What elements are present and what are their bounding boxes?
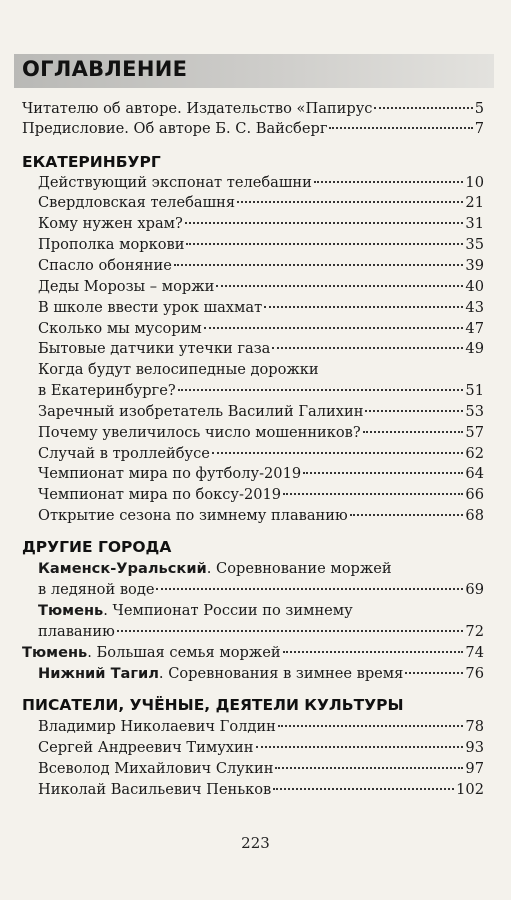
toc-entry bbox=[38, 463, 484, 485]
toc-entry-title: . Чемпионат России по зимнему bbox=[103, 602, 353, 619]
city-name: Тюмень bbox=[38, 602, 104, 619]
toc-entry bbox=[38, 213, 484, 235]
leader-dots bbox=[256, 746, 464, 748]
toc-entry-title: в ледяной воде bbox=[38, 581, 155, 598]
toc-entry bbox=[38, 579, 484, 601]
toc-entry-title: Всеволод Михайлович Слукин bbox=[38, 760, 274, 777]
toc-entry-page: 51 bbox=[465, 382, 484, 399]
page-title: ОГЛАВЛЕНИЕ bbox=[22, 57, 188, 81]
toc-entry bbox=[38, 443, 484, 465]
leader-dots bbox=[275, 767, 463, 769]
toc-entry bbox=[38, 192, 484, 214]
leader-dots bbox=[329, 127, 472, 129]
toc-entry-page: 40 bbox=[465, 278, 484, 295]
toc-entry-title: Заречный изобретатель Василий Галихин bbox=[38, 403, 364, 420]
toc-entry-page: 7 bbox=[474, 120, 484, 137]
toc-entry-title: Почему увеличилось число мошенников? bbox=[38, 424, 361, 441]
toc-entry-page: 39 bbox=[465, 257, 484, 274]
toc-entry bbox=[38, 297, 484, 319]
toc-entry bbox=[38, 484, 484, 506]
toc-entry bbox=[38, 255, 484, 277]
toc-entry-title: Открытие сезона по зимнему плаванию bbox=[38, 507, 348, 524]
toc-entry-page: 62 bbox=[465, 445, 484, 462]
toc-entry bbox=[38, 380, 484, 402]
toc-entry-title: Действующий экспонат телебашни bbox=[38, 174, 312, 191]
toc-entry-title: плаванию bbox=[38, 623, 115, 640]
leader-dots bbox=[178, 389, 464, 391]
section-heading: ЕКАТЕРИНБУРГ bbox=[22, 153, 161, 171]
toc-entry-page: 102 bbox=[456, 781, 484, 798]
toc-entry-title: Кому нужен храм? bbox=[38, 215, 183, 232]
leader-dots bbox=[273, 788, 454, 790]
toc-entry-page: 47 bbox=[465, 320, 484, 337]
toc-entry-title: В школе ввести урок шахмат bbox=[38, 299, 263, 316]
toc-entry-title-line bbox=[38, 600, 353, 622]
leader-dots bbox=[283, 651, 464, 653]
leader-dots bbox=[374, 107, 472, 109]
city-name: Нижний Тагил bbox=[38, 665, 159, 682]
toc-entry bbox=[38, 663, 484, 685]
toc-entry-page: 10 bbox=[465, 174, 484, 191]
leader-dots bbox=[204, 327, 464, 329]
toc-entry-page: 93 bbox=[465, 739, 484, 756]
leader-dots bbox=[365, 410, 463, 412]
toc-entry-title: Спасло обоняние bbox=[38, 257, 172, 274]
toc-entry-title: Николай Васильевич Пеньков bbox=[38, 781, 272, 798]
toc-entry bbox=[22, 118, 484, 140]
toc-entry-title: Предисловие. Об авторе Б. С. Вайсберг bbox=[22, 120, 328, 137]
toc-entry-title: . Соревнования в зимнее время bbox=[158, 665, 404, 682]
toc-entry-page: 53 bbox=[465, 403, 484, 420]
section-heading: ПИСАТЕЛИ, УЧЁНЫЕ, ДЕЯТЕЛИ КУЛЬТУРЫ bbox=[22, 696, 404, 714]
toc-entry bbox=[38, 505, 484, 527]
toc-entry bbox=[38, 234, 484, 256]
toc-entry-title: Случай в троллейбусе bbox=[38, 445, 210, 462]
toc-entry-page: 66 bbox=[465, 486, 484, 503]
toc-entry-page: 68 bbox=[465, 507, 484, 524]
toc-entry-title: . Соревнование моржей bbox=[206, 560, 392, 577]
toc-entry bbox=[38, 276, 484, 298]
toc-entry-title: Владимир Николаевич Голдин bbox=[38, 718, 276, 735]
toc-entry-page: 69 bbox=[465, 581, 484, 598]
toc-entry-title: Деды Морозы – моржи bbox=[38, 278, 215, 295]
leader-dots bbox=[303, 472, 463, 474]
leader-dots bbox=[237, 201, 463, 203]
toc-entry bbox=[38, 338, 484, 360]
leader-dots bbox=[405, 672, 463, 674]
toc-entry-page: 21 bbox=[465, 194, 484, 211]
section-heading: ДРУГИЕ ГОРОДА bbox=[22, 538, 172, 556]
leader-dots bbox=[278, 725, 464, 727]
toc-entry bbox=[38, 758, 484, 780]
toc-entry-title: Прополка моркови bbox=[38, 236, 185, 253]
city-name: Каменск-Уральский bbox=[38, 560, 207, 577]
toc-entry-page: 57 bbox=[465, 424, 484, 441]
leader-dots bbox=[272, 347, 463, 349]
leader-dots bbox=[216, 285, 463, 287]
toc-entry bbox=[38, 779, 484, 801]
toc-entry bbox=[38, 318, 484, 340]
toc-entry bbox=[38, 401, 484, 423]
toc-entry-page: 5 bbox=[474, 100, 484, 117]
toc-entry bbox=[38, 172, 484, 194]
leader-dots bbox=[212, 452, 464, 454]
toc-entry-title: Бытовые датчики утечки газа bbox=[38, 340, 271, 357]
toc-entry-title: Чемпионат мира по футболу-2019 bbox=[38, 465, 302, 482]
toc-entry bbox=[22, 642, 484, 664]
toc-entry-title-line bbox=[38, 558, 392, 580]
leader-dots bbox=[186, 243, 463, 245]
toc-entry-title: Сколько мы мусорим bbox=[38, 320, 202, 337]
leader-dots bbox=[350, 514, 464, 516]
leader-dots bbox=[174, 264, 464, 266]
toc-entry-title: Чемпионат мира по боксу-2019 bbox=[38, 486, 282, 503]
toc-entry bbox=[38, 422, 484, 444]
toc-entry-title: Сергей Андреевич Тимухин bbox=[38, 739, 254, 756]
toc-entry-page: 78 bbox=[465, 718, 484, 735]
leader-dots bbox=[117, 630, 464, 632]
toc-entry-page: 64 bbox=[465, 465, 484, 482]
toc-entry-page: 76 bbox=[465, 665, 484, 682]
toc-entry-page: 43 bbox=[465, 299, 484, 316]
toc-entry bbox=[38, 621, 484, 643]
toc-entry-page: 31 bbox=[465, 215, 484, 232]
toc-entry-page: 74 bbox=[465, 644, 484, 661]
toc-entry-title: в Екатеринбурге? bbox=[38, 382, 176, 399]
toc-entry bbox=[38, 737, 484, 759]
toc-entry bbox=[38, 716, 484, 738]
toc-entry-page: 49 bbox=[465, 340, 484, 357]
toc-entry-page: 35 bbox=[465, 236, 484, 253]
toc-entry-title: Свердловская телебашня bbox=[38, 194, 236, 211]
city-name: Тюмень bbox=[22, 644, 88, 661]
page-number: 223 bbox=[241, 834, 270, 852]
leader-dots bbox=[283, 493, 463, 495]
toc-entry-title: . Большая семья моржей bbox=[87, 644, 281, 661]
leader-dots bbox=[185, 222, 464, 224]
leader-dots bbox=[156, 588, 463, 590]
leader-dots bbox=[363, 431, 464, 433]
leader-dots bbox=[264, 306, 463, 308]
toc-entry-page: 72 bbox=[465, 623, 484, 640]
leader-dots bbox=[314, 181, 464, 183]
toc-entry-page: 97 bbox=[465, 760, 484, 777]
toc-entry-title-line: Когда будут велосипедные дорожки bbox=[38, 361, 319, 378]
toc-entry-title: Читателю об авторе. Издательство «Папирус bbox=[22, 100, 373, 117]
toc-entry bbox=[22, 98, 484, 120]
